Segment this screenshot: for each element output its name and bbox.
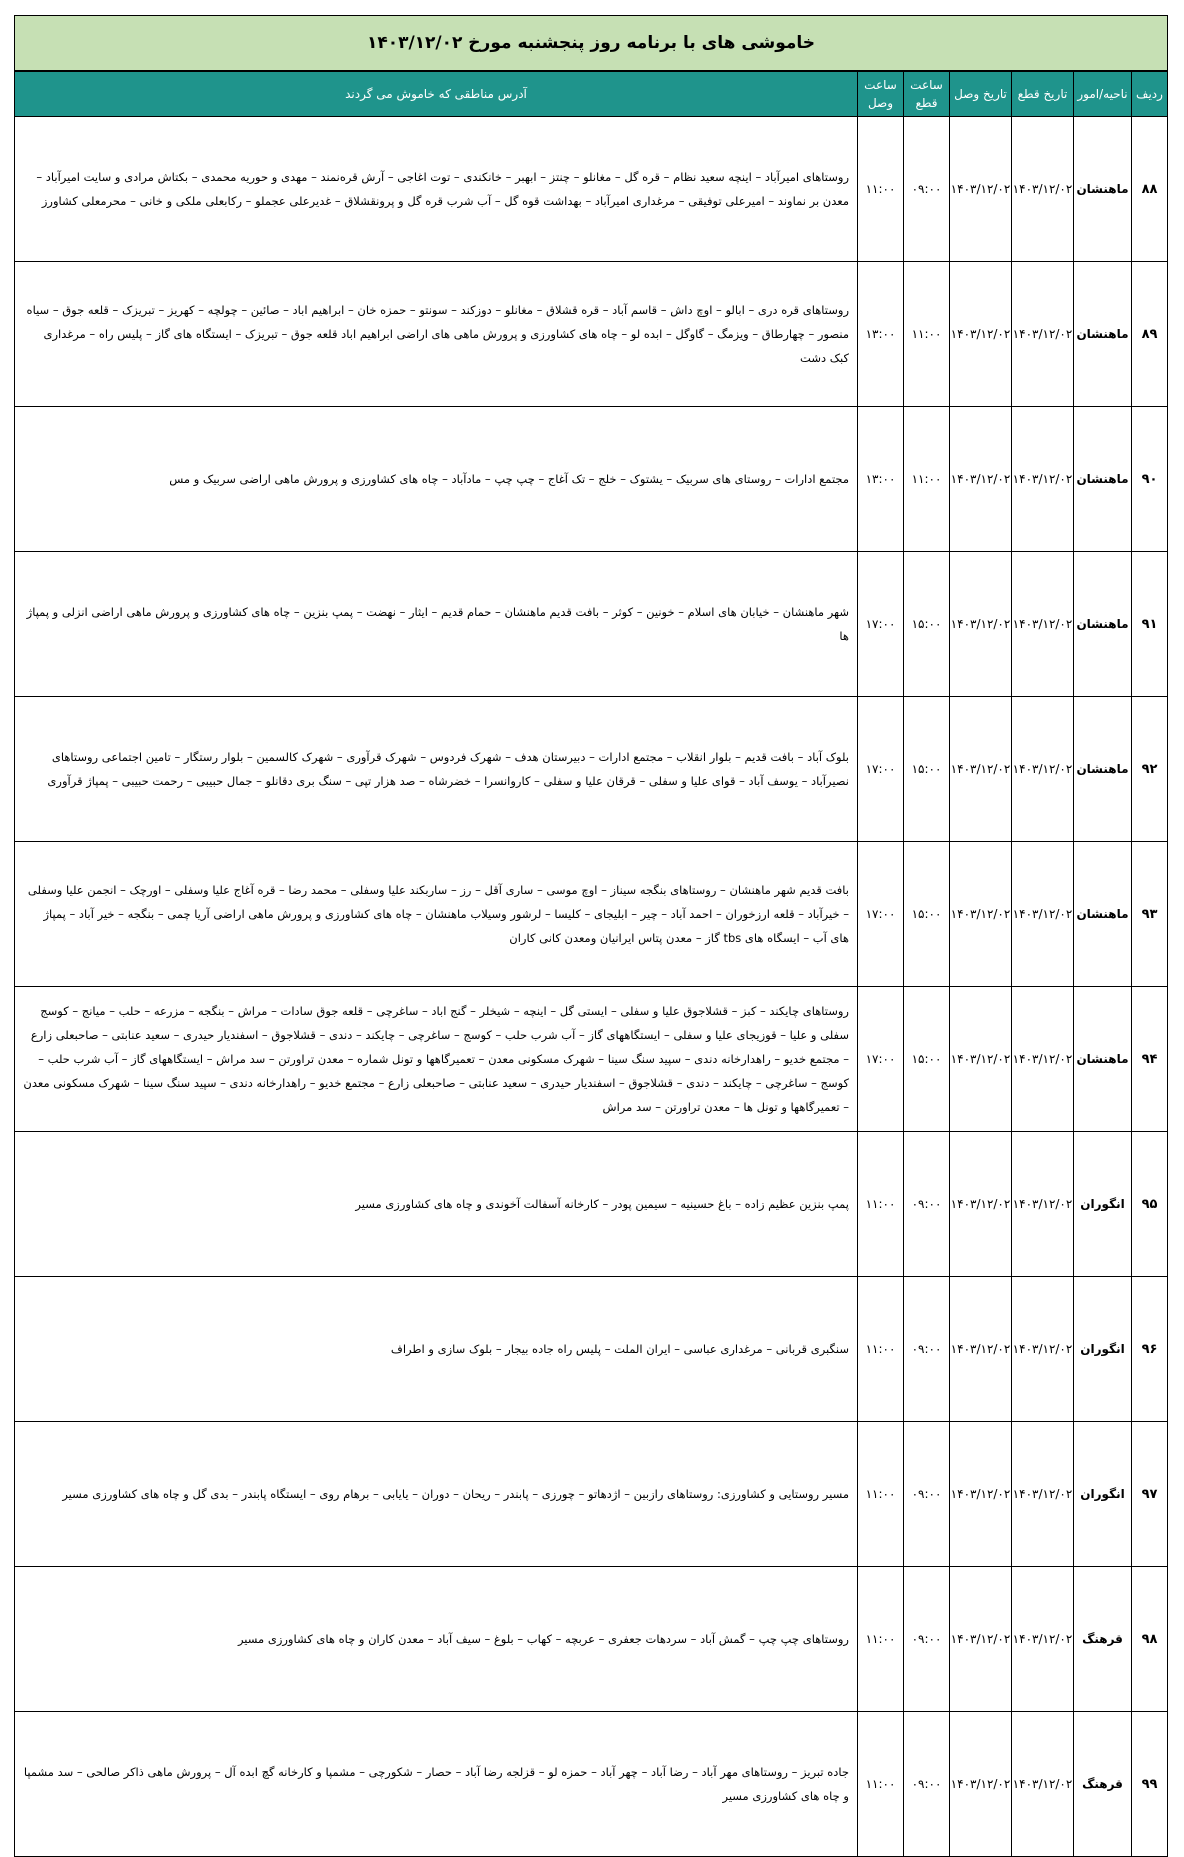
row-connect-time: ۱۷:۰۰	[858, 987, 904, 1132]
row-number: ۸۹	[1132, 262, 1168, 407]
table-row	[15, 1422, 1168, 1567]
row-connect-time: ۱۷:۰۰	[858, 697, 904, 842]
row-area: ماهنشان	[1074, 262, 1132, 407]
row-connect-time: ۱۳:۰۰	[858, 262, 904, 407]
table-row	[15, 1567, 1168, 1712]
row-cut-date: ۱۴۰۳/۱۲/۰۲	[1012, 407, 1074, 552]
row-connect-time: ۱۳:۰۰	[858, 407, 904, 552]
schedule-page	[14, 15, 1168, 1857]
row-connect-date: ۱۴۰۳/۱۲/۰۲	[950, 987, 1012, 1132]
table-row	[15, 262, 1168, 407]
row-number: ۹۷	[1132, 1422, 1168, 1567]
col-header-connect-time: ساعت وصل	[858, 72, 904, 117]
row-address: روستاهای امیرآباد – اینچه سعید نظام – قره گل – مغانلو – چنتز – ابهبر – خانکندی – توت اغاجی – آرش قره‌نمند – مهدی و حوریه محمدی – بکتاش مرادی و سایت امیرآباد – معدن بر نماوند – امیرعلی توفیقی – مرغداری امیرآباد – بهداشت قوه گل – آب شرب قره گل و پرونقشلاق – غدیرعلی عجملو – رکابعلی ملکی و خانی – محرمعلی کشاورز	[15, 117, 858, 262]
row-connect-date: ۱۴۰۳/۱۲/۰۲	[950, 1277, 1012, 1422]
row-cut-date: ۱۴۰۳/۱۲/۰۲	[1012, 552, 1074, 697]
row-cut-time: ۱۱:۰۰	[904, 407, 950, 552]
row-number: ۹۴	[1132, 987, 1168, 1132]
row-connect-time: ۱۷:۰۰	[858, 842, 904, 987]
row-number: ۸۸	[1132, 117, 1168, 262]
row-cut-time: ۰۹:۰۰	[904, 1712, 950, 1857]
row-address: مسیر روستایی و کشاورزی: روستاهای رازبین – اژدهاتو – چورزی – پابندر – ریحان – دوران – یایابی – برهام روی – ایستگاه پابندر – بدی گل و چاه های کشاورزی مسیر	[15, 1422, 858, 1567]
row-cut-time: ۰۹:۰۰	[904, 1422, 950, 1567]
row-connect-date: ۱۴۰۳/۱۲/۰۲	[950, 842, 1012, 987]
row-cut-time: ۱۱:۰۰	[904, 262, 950, 407]
row-connect-time: ۱۱:۰۰	[858, 117, 904, 262]
row-address: سنگبری قربانی – مرغداری عباسی – ایران الملت – پلیس راه جاده بیجار – بلوک سازی و اطراف	[15, 1277, 858, 1422]
row-connect-date: ۱۴۰۳/۱۲/۰۲	[950, 1422, 1012, 1567]
row-area: انگوران	[1074, 1132, 1132, 1277]
row-cut-time: ۱۵:۰۰	[904, 552, 950, 697]
row-address: روستاهای چپ چپ – گمش آباد – سردهات جعفری – عربچه – کهاب – بلوغ – سیف آباد – معدن کاران و چاه های کشاورزی مسیر	[15, 1567, 858, 1712]
row-cut-time: ۱۵:۰۰	[904, 987, 950, 1132]
row-area: انگوران	[1074, 1277, 1132, 1422]
table-header-row	[15, 72, 1168, 117]
row-cut-date: ۱۴۰۳/۱۲/۰۲	[1012, 262, 1074, 407]
row-area: انگوران	[1074, 1422, 1132, 1567]
col-header-address: آدرس مناطقی که خاموش می گردند	[15, 72, 858, 117]
row-address: شهر ماهنشان – خیابان های اسلام – خونین – کوثر – بافت قدیم ماهنشان – حمام قدیم – ایثار – نهضت – پمپ بنزین – چاه های کشاورزی و پرورش ماهی اراضی انزلی و پمپاژ ها	[15, 552, 858, 697]
outage-table	[14, 71, 1168, 1857]
row-number: ۹۳	[1132, 842, 1168, 987]
row-address: بافت قدیم شهر ماهنشان – روستاهای بنگجه سیناز – اوچ موسی – ساری آقل – رز – ساربکند علیا وسفلی – محمد رضا – قره آغاج علیا وسفلی – اورچک – انجمن علیا وسفلی – خیرآباد – قلعه ارزخوران – احمد آباد – چیر – ابلیجای – کلیسا – لرشور وسیلاب ماهنشان – چاه های کشاورزی و پرورش ماهی اراضی آریا چمی – بنگجه – خیر آباد – پمپاژ های آب – ایسگاه های tbs گاز – معدن پتاس ایرانیان ومعدن کانی کاران	[15, 842, 858, 987]
col-header-cut-time: ساعت قطع	[904, 72, 950, 117]
row-number: ۹۹	[1132, 1712, 1168, 1857]
row-address: مجتمع ادارات – روستای های سربیک – یشتوک – خلج – تک آغاج – چپ چپ – مادآباد – چاه های کشاورزی و پرورش ماهی اراضی سربیک و مس	[15, 407, 858, 552]
row-area: ماهنشان	[1074, 117, 1132, 262]
row-cut-time: ۱۵:۰۰	[904, 842, 950, 987]
row-area: ماهنشان	[1074, 552, 1132, 697]
row-connect-date: ۱۴۰۳/۱۲/۰۲	[950, 262, 1012, 407]
row-number: ۹۰	[1132, 407, 1168, 552]
row-address: روستاهای چایکند – کبز – قشلاجوق علیا و سفلی – ایستی گل – اینچه – شیخلر – گنج اباد – ساغرچی – قلعه جوق سادات – مراش – بنگجه – مزرعه – حلب – میانج – کوسج سفلی و علیا – قوزیجای علیا و سفلی – ایستگاههای گاز – آب شرب حلب – کوسج – ساغرچی – چایکند – دندی – قشلاجوق – اسفندیار حیدری – سعید عنابتی – صاحبعلی زارع – مجتمع خدیو – راهدارخانه دندی – سپید سنگ سینا – شهرک مسکونی معدن – تعمیرگاهها و تونل شماره – معدن تراورتن – سد مراش – ایستگاههای گاز – آب شرب حلب – کوسج – ساغرچی – چایکند – دندی – قشلاجوق – اسفندیار حیدری – سعید عنابتی – صاحبعلی زارع – مجتمع خدیو – راهدارخانه دندی – سپید سنگ سینا – شهرک مسکونی معدن – تعمیرگاهها و تونل ها – معدن تراورتن – سد مراش	[15, 987, 858, 1132]
row-cut-time: ۰۹:۰۰	[904, 1132, 950, 1277]
row-number: ۹۲	[1132, 697, 1168, 842]
row-cut-time: ۰۹:۰۰	[904, 1567, 950, 1712]
row-number: ۹۱	[1132, 552, 1168, 697]
row-cut-date: ۱۴۰۳/۱۲/۰۲	[1012, 842, 1074, 987]
row-connect-date: ۱۴۰۳/۱۲/۰۲	[950, 1132, 1012, 1277]
table-row	[15, 842, 1168, 987]
row-cut-date: ۱۴۰۳/۱۲/۰۲	[1012, 1712, 1074, 1857]
row-area: قرهنگ	[1074, 1567, 1132, 1712]
row-cut-date: ۱۴۰۳/۱۲/۰۲	[1012, 1567, 1074, 1712]
row-cut-time: ۰۹:۰۰	[904, 117, 950, 262]
row-connect-date: ۱۴۰۳/۱۲/۰۲	[950, 1712, 1012, 1857]
row-cut-time: ۰۹:۰۰	[904, 1277, 950, 1422]
col-header-row: ردیف	[1132, 72, 1168, 117]
row-area: ماهنشان	[1074, 987, 1132, 1132]
row-connect-time: ۱۱:۰۰	[858, 1132, 904, 1277]
row-cut-date: ۱۴۰۳/۱۲/۰۲	[1012, 1277, 1074, 1422]
row-connect-date: ۱۴۰۳/۱۲/۰۲	[950, 697, 1012, 842]
row-connect-time: ۱۷:۰۰	[858, 552, 904, 697]
row-cut-time: ۱۵:۰۰	[904, 697, 950, 842]
table-row	[15, 697, 1168, 842]
row-number: ۹۸	[1132, 1567, 1168, 1712]
row-connect-time: ۱۱:۰۰	[858, 1712, 904, 1857]
table-row	[15, 1132, 1168, 1277]
table-row	[15, 407, 1168, 552]
row-cut-date: ۱۴۰۳/۱۲/۰۲	[1012, 987, 1074, 1132]
table-row	[15, 552, 1168, 697]
table-row	[15, 1277, 1168, 1422]
row-address: پمپ بنزین عظیم زاده – باغ حسینیه – سیمین پودر – کارخانه آسفالت آخوندی و چاه های کشاورزی مسیر	[15, 1132, 858, 1277]
col-header-connect-date: تاریخ وصل	[950, 72, 1012, 117]
row-cut-date: ۱۴۰۳/۱۲/۰۲	[1012, 1132, 1074, 1277]
row-area: ماهنشان	[1074, 697, 1132, 842]
row-area: ماهنشان	[1074, 407, 1132, 552]
table-row	[15, 1712, 1168, 1857]
page-title: خاموشی های با برنامه روز پنجشنبه مورخ ۱۴۰۳/۱۲/۰۲	[14, 15, 1168, 71]
row-cut-date: ۱۴۰۳/۱۲/۰۲	[1012, 697, 1074, 842]
row-connect-time: ۱۱:۰۰	[858, 1422, 904, 1567]
row-cut-date: ۱۴۰۳/۱۲/۰۲	[1012, 117, 1074, 262]
row-area: ماهنشان	[1074, 842, 1132, 987]
row-address: جاده تبریز – روستاهای مهر آباد – رضا آباد – چهر آباد – حمزه لو – قزلجه رضا آباد – حصار – شکورچی – مشمپا و کارخانه گچ ابده آل – پرورش ماهی ذاکر صالحی – سد مشمپا و چاه های کشاورزی مسیر	[15, 1712, 858, 1857]
row-connect-date: ۱۴۰۳/۱۲/۰۲	[950, 552, 1012, 697]
row-connect-time: ۱۱:۰۰	[858, 1277, 904, 1422]
table-row	[15, 117, 1168, 262]
row-number: ۹۵	[1132, 1132, 1168, 1277]
col-header-cut-date: تاریخ قطع	[1012, 72, 1074, 117]
row-number: ۹۶	[1132, 1277, 1168, 1422]
row-area: قرهنگ	[1074, 1712, 1132, 1857]
row-connect-date: ۱۴۰۳/۱۲/۰۲	[950, 407, 1012, 552]
row-connect-time: ۱۱:۰۰	[858, 1567, 904, 1712]
table-row	[15, 987, 1168, 1132]
row-address: بلوک آباد – بافت قدیم – بلوار انقلاب – مجتمع ادارات – دبیرستان هدف – شهرک فردوس – شهرک قرآوری – شهرک کالسمین – بلوار رستگار – تامین اجتماعی روستاهای نصیرآباد – یوسف آباد – قوای علیا و سفلی – قرقان علیا و سفلی – کاروانسرا – خضرشاه – صد هزار تپی – سنگ بری دقانلو – جمال حبیبی – رحمت حبیبی – پمپاژ قرآوری	[15, 697, 858, 842]
col-header-area: ناحیه/امور	[1074, 72, 1132, 117]
row-address: روستاهای قره دری – ابالو – اوچ داش – قاسم آباد – قره قشلاق – مغانلو – دوزکند – سونتو – حمزه خان – ابراهیم اباد – صائین – چولچه – کهریز – تبریزک – قلعه جوق – سیاه منصور – چهارطاق – ویزمگ – گاوگل – ابده لو – چاه های کشاورزی و پرورش ماهی های اراضی ابراهیم اباد قلعه جوق – تبریزک – ایستگاه های گاز – پلیس راه – مرغداری کبک دشت	[15, 262, 858, 407]
row-connect-date: ۱۴۰۳/۱۲/۰۲	[950, 1567, 1012, 1712]
row-connect-date: ۱۴۰۳/۱۲/۰۲	[950, 117, 1012, 262]
row-cut-date: ۱۴۰۳/۱۲/۰۲	[1012, 1422, 1074, 1567]
